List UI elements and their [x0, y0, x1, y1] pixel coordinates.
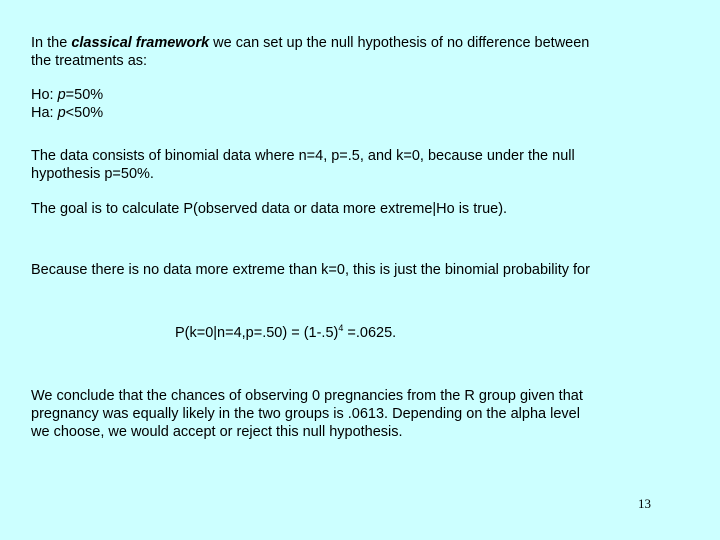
- because-paragraph: [31, 261, 671, 279]
- formula-lhs: P(k=0|n=4,p=.50) = (1-.5): [175, 325, 339, 341]
- ha-label: Ha:: [31, 105, 58, 121]
- h0-label: Ho:: [31, 87, 58, 103]
- data-line-2: hypothesis p=50%.: [31, 166, 154, 182]
- formula-exponent: 4: [338, 323, 344, 333]
- formula: [175, 324, 575, 342]
- hypotheses: [31, 86, 671, 122]
- goal-paragraph: [31, 200, 671, 218]
- conclusion-paragraph: [31, 387, 671, 441]
- goal-text: The goal is to calculate P(observed data or data more extreme|Ho is true).: [31, 201, 508, 217]
- because-text: Because there is no data more extreme than k=0, this is just the binomial probability for: [31, 262, 590, 278]
- conclusion-line-1: We conclude that the chances of observing 0 pregnancies from the R group given that: [31, 388, 583, 404]
- h0-line: [31, 87, 103, 103]
- ha-line: [31, 105, 103, 121]
- intro-line1-rest: we can set up the null hypothesis of no difference between: [209, 35, 590, 51]
- intro-line2: the treatments as:: [31, 53, 148, 69]
- ha-rest: <50%: [65, 105, 104, 121]
- data-line-1: The data consists of binomial data where n=4, p=.5, and k=0, because under the null: [31, 148, 575, 164]
- ha-var: p: [57, 105, 66, 121]
- intro-emphasis: classical framework: [71, 35, 210, 51]
- data-paragraph: [31, 147, 671, 183]
- intro-prefix: In the: [31, 35, 72, 51]
- formula-rhs: =.0625.: [343, 325, 397, 341]
- h0-rest: =50%: [65, 87, 104, 103]
- conclusion-line-2: pregnancy was equally likely in the two groups is .0613. Depending on the alpha level: [31, 406, 580, 422]
- h0-var: p: [57, 87, 66, 103]
- intro-paragraph: [31, 34, 671, 70]
- page-number: 13: [638, 496, 651, 511]
- conclusion-line-3: we choose, we would accept or reject this null hypothesis.: [31, 424, 403, 440]
